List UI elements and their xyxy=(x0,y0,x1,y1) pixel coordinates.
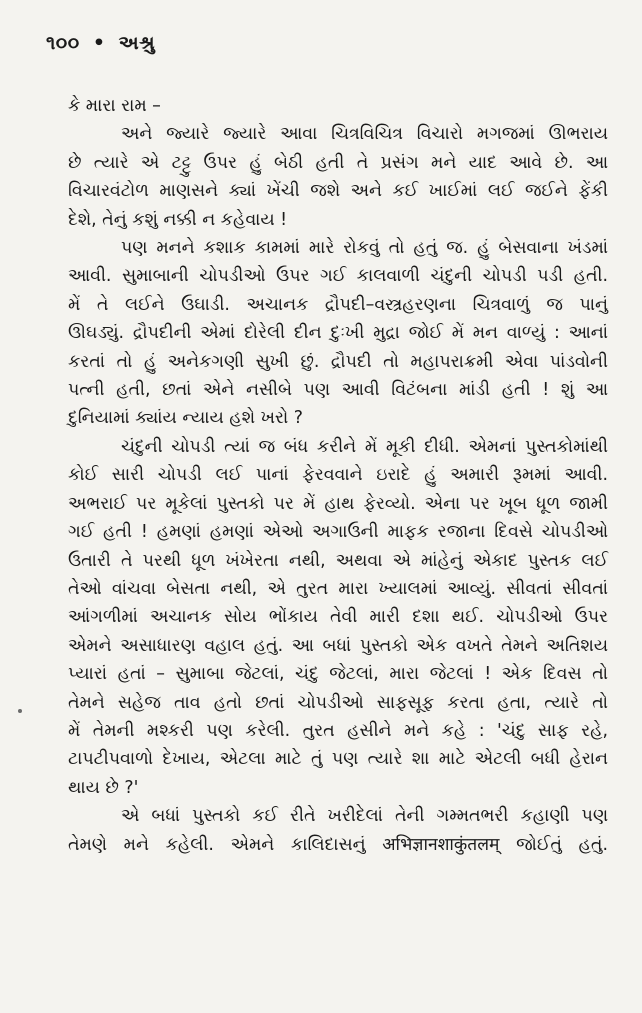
text-line: અને જ્યારે જ્યારે આવા ચિત્રવિચિત્ર વિચારો મગજમાં ઊભરાય xyxy=(121,124,608,145)
text-line: અભરાઈ પર મૂકેલાં પુસ્તકો પર મેં હાથ ફેરવ્યો. એના પર ખૂબ ધૂળ જામી xyxy=(68,493,608,514)
text-line: પ્યારાં હતાં – સુમાબા જેટલાં, ચંદુ જેટલાં, મારા જેટલાં ! એક દિવસ તો xyxy=(68,664,608,685)
page-number: ૧૦૦ xyxy=(46,32,80,54)
text-line: કોઈ સારી ચોપડી લઈ પાનાં ફેરવવાને ઇરાદે હું અમારી રૂમમાં આવી. xyxy=(68,465,608,486)
text-line: ચંદુની ચોપડી ત્યાં જ બંધ કરીને મેં મૂકી દીધી. એમનાં પુસ્તકોમાંથી xyxy=(121,436,608,457)
header-bullet: • xyxy=(92,32,106,54)
text-line: ઊઘડ્યું. દ્રૌપદીની એમાં દોરેલી દીન દુઃખી મુદ્રા જોઈ મેં મન વાળ્યું : આનાં xyxy=(68,323,608,344)
text-line: પણ મનને કશાક કામમાં મારે રોકવું તો હતું જ. હું બેસવાના ખંડમાં xyxy=(121,238,608,259)
running-header xyxy=(46,32,155,54)
margin-speck xyxy=(18,709,22,713)
text-line: મેં તેમની મશ્કરી પણ કરેલી. તુરત હસીને મને કહે : 'ચંદુ સાફ રહે, xyxy=(68,720,608,741)
text-line: એ બધાં પુસ્તકો કઈ રીતે ખરીદેલાં તેની ગમ્મતભરી કહાણી પણ xyxy=(121,806,608,827)
text-line: તેમણે મને કહેલી. એમને કાલિદાસનું अभिज्ञानशाकुंतलम् જોઈતું હતું. xyxy=(68,834,608,855)
text-line: આવી. સુમાબાની ચોપડીઓ ઉપર ગઈ કાલવાળી ચંદુની ચોપડી પડી હતી. xyxy=(68,266,608,287)
text-line: આંગળીમાં અચાનક સોય ભોંકાય તેવી મારી દશા થઈ. ચોપડીઓ ઉપર xyxy=(68,607,608,628)
text-line: પત્ની હતી, છતાં એને નસીબે પણ આવી વિટંબના માંડી હતી ! શું આ xyxy=(68,380,608,401)
text-line: વિચારવંટોળ માણસને ક્યાં ખેંચી જશે અને કઈ ખાઈમાં લઈ જઈને ફેંકી xyxy=(68,181,608,202)
text-line: કે મારા રામ – xyxy=(68,96,161,116)
book-title: અશ્રુ xyxy=(118,32,156,54)
text-line: ઉતારી તે પરથી ધૂળ ખંખેરતા નથી, અથવા એ માંહેનું એકાદ પુસ્તક લઈ xyxy=(68,550,608,571)
text-line: દુનિયામાં ક્યાંય ન્યાય હશે ખરો ? xyxy=(68,408,304,429)
text-line: એમને અસાધારણ વહાલ હતું. આ બધાં પુસ્તકો એક વખતે તેમને અતિશય xyxy=(68,635,608,656)
text-line: તેઓ વાંચવા બેસતા નથી, એ તુરત મારા ખ્યાલમાં આવ્યું. સીવતાં સીવતાં xyxy=(68,578,608,599)
text-line: કરતાં તો હું અનેકગણી સુખી છું. દ્રૌપદી તો મહાપરાક્રમી એવા પાંડવોની xyxy=(68,351,608,372)
text-line: ગઈ હતી ! હમણાં હમણાં એઓ અગાઉની માફક રજાના દિવસે ચોપડીઓ xyxy=(68,522,608,543)
text-line: દેશે, તેનું કશું નક્કી ન કહેવાય ! xyxy=(68,209,288,230)
text-line: છે ત્યારે એ ટટ્ટુ ઉપર હું બેઠી હતી તે પ્રસંગ મને યાદ આવે છે. આ xyxy=(68,152,608,173)
text-line: થાય છે ?' xyxy=(68,777,139,798)
text-line: ટાપટીપવાળો દેખાય, એટલા માટે તું પણ ત્યારે શા માટે એટલી બધી હેરાન xyxy=(68,749,608,770)
text-line: તેમને સહેજ તાવ હતો છતાં ચોપડીઓ સાફસૂફ કરતા હતા, ત્યારે તો xyxy=(68,692,608,713)
body-text xyxy=(68,92,608,859)
text-line: મેં તે લઈને ઉઘાડી. અચાનક દ્રૌપદી–વસ્ત્રહરણના ચિત્રવાળું જ પાનું xyxy=(68,294,608,315)
